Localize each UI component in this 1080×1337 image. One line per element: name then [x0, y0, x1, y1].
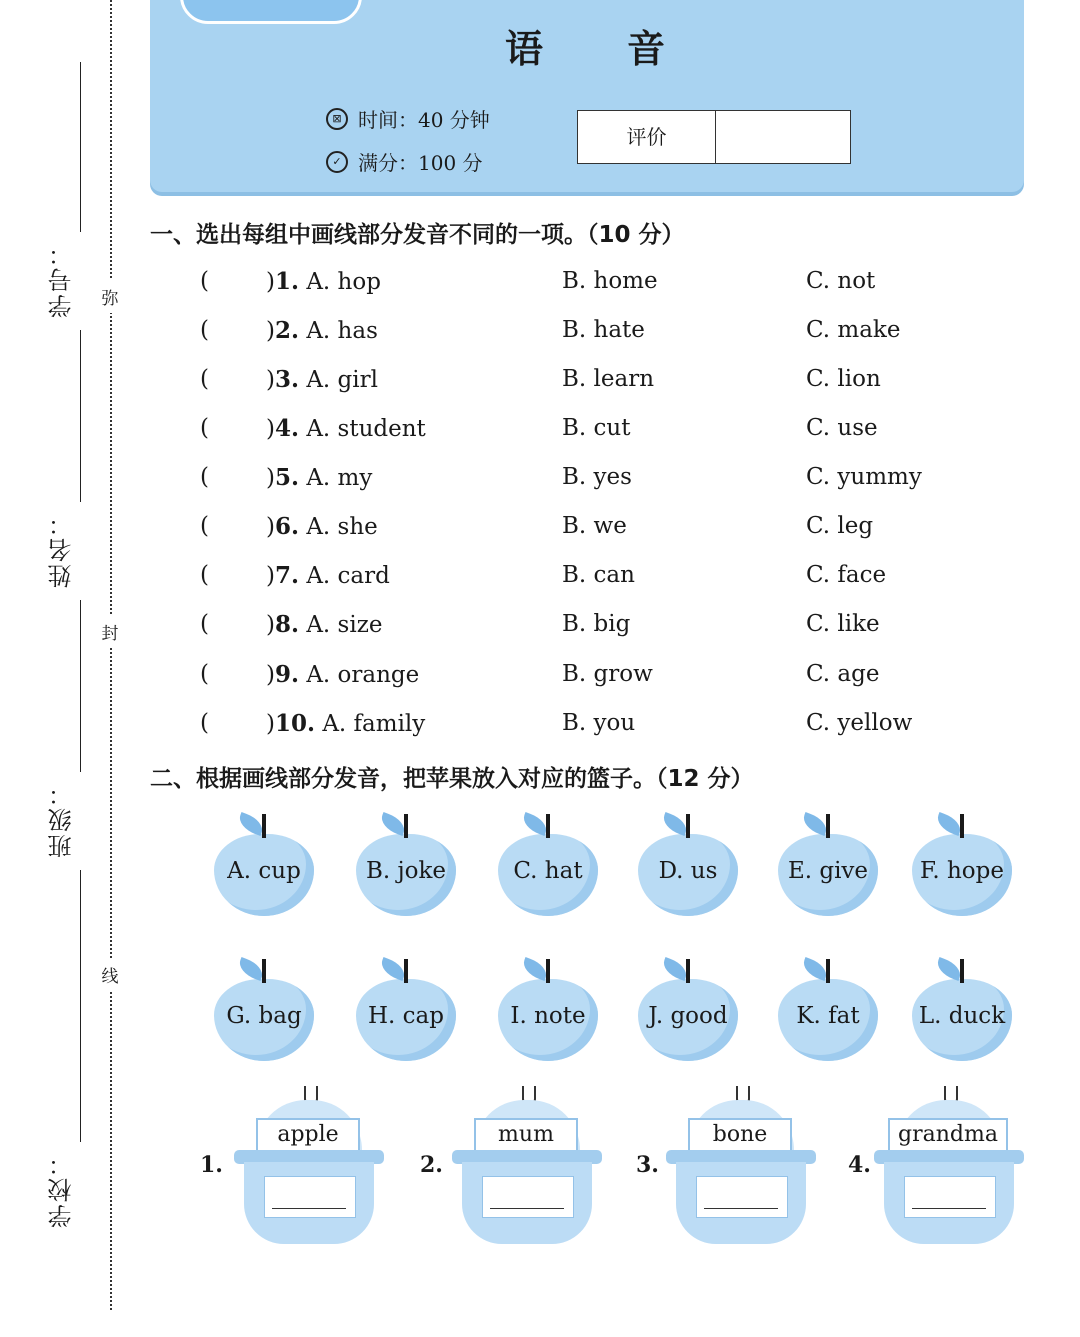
- apple-label: F. hope: [920, 858, 1004, 884]
- question-row: [200, 661, 1020, 697]
- apple-label: A. cup: [227, 858, 301, 884]
- seal-dotted-line: [110, 0, 112, 1310]
- title-char-2: 音: [626, 27, 665, 71]
- basket-number: 1.: [200, 1152, 223, 1178]
- student-id-line: [80, 62, 81, 232]
- option-c: C. yellow: [806, 710, 913, 736]
- apple-label: D. us: [658, 858, 718, 884]
- option-a: A. card: [306, 563, 390, 589]
- answer-paren-close: ): [266, 711, 275, 737]
- answer-paren-open[interactable]: (: [200, 317, 209, 343]
- question-number: 7.: [274, 562, 299, 589]
- clock-icon: ⊠: [326, 108, 348, 130]
- question-number: 1.: [274, 268, 299, 295]
- answer-paren-close: ): [266, 318, 275, 344]
- section-2-title: 二、根据画线部分发音，把苹果放入对应的篮子。（12 分）: [150, 766, 754, 792]
- evaluation-box: [577, 110, 851, 164]
- basket[interactable]: [452, 1086, 602, 1248]
- question-row: [200, 611, 1020, 647]
- seal-char-3: 线: [100, 958, 120, 991]
- option-c: C. lion: [806, 366, 881, 392]
- apple-label: C. hat: [513, 858, 583, 884]
- option-a: A. my: [306, 465, 373, 491]
- evaluation-label: 评价: [578, 111, 716, 163]
- question-number: 8.: [274, 611, 299, 638]
- option-b: B. grow: [562, 661, 653, 687]
- option-c: C. face: [806, 562, 887, 588]
- answer-paren-close: ): [266, 269, 275, 295]
- answer-paren-close: ): [266, 465, 275, 491]
- apple-label: G. bag: [226, 1003, 302, 1029]
- option-b: B. yes: [562, 464, 632, 490]
- answer-paren-open[interactable]: (: [200, 464, 209, 490]
- answer-paren-open[interactable]: (: [200, 366, 209, 392]
- basket-answer-field[interactable]: [696, 1176, 788, 1218]
- score-info: [326, 147, 483, 176]
- basket-answer-field[interactable]: [264, 1176, 356, 1218]
- apple-card[interactable]: [778, 812, 878, 920]
- apple-label: K. fat: [796, 1003, 860, 1029]
- option-b: B. you: [562, 710, 636, 736]
- answer-paren-open[interactable]: (: [200, 710, 209, 736]
- option-b: B. hate: [562, 317, 645, 343]
- basket[interactable]: [234, 1086, 384, 1248]
- apple-label: L. duck: [918, 1003, 1006, 1029]
- basket[interactable]: [666, 1086, 816, 1248]
- basket-word: apple: [256, 1118, 360, 1152]
- question-number: 5.: [274, 464, 299, 491]
- option-b: B. cut: [562, 415, 631, 441]
- basket-answer-field[interactable]: [482, 1176, 574, 1218]
- answer-paren-close: ): [266, 563, 275, 589]
- apple-card[interactable]: [638, 812, 738, 920]
- question-row: [200, 513, 1020, 549]
- question-row: [200, 562, 1020, 598]
- basket-answer-field[interactable]: [904, 1176, 996, 1218]
- header-panel: [150, 0, 1024, 192]
- option-c: C. use: [806, 415, 878, 441]
- option-a: A. orange: [306, 662, 420, 688]
- answer-paren-close: ): [266, 367, 275, 393]
- class-label: 班级：: [48, 780, 76, 858]
- option-a: A. student: [306, 416, 426, 442]
- seal-char-1: 弥: [100, 280, 120, 313]
- answer-paren-open[interactable]: (: [200, 268, 209, 294]
- evaluation-field[interactable]: [716, 111, 850, 163]
- option-b: B. big: [562, 611, 631, 637]
- answer-paren-close: ): [266, 416, 275, 442]
- title-char-1: 语: [505, 27, 544, 71]
- apple-label: E. give: [787, 858, 869, 884]
- name-label: 姓名：: [48, 510, 76, 588]
- apple-label: J. good: [648, 1003, 728, 1029]
- answer-paren-open[interactable]: (: [200, 415, 209, 441]
- check-circle-icon: ✓: [326, 151, 348, 173]
- apple-card[interactable]: [214, 957, 314, 1065]
- option-b: B. home: [562, 268, 658, 294]
- apple-card[interactable]: [638, 957, 738, 1065]
- option-c: C. age: [806, 661, 880, 687]
- name-line: [80, 330, 81, 502]
- school-label: 学校：: [48, 1150, 76, 1228]
- question-row: [200, 268, 1020, 304]
- answer-paren-open[interactable]: (: [200, 513, 209, 539]
- option-a: A. she: [306, 514, 378, 540]
- option-c: C. make: [806, 317, 901, 343]
- question-row: [200, 464, 1020, 500]
- time-info: [326, 104, 490, 133]
- answer-paren-close: ): [266, 662, 275, 688]
- question-number: 3.: [274, 366, 299, 393]
- answer-paren-close: ): [266, 612, 275, 638]
- basket-word: mum: [474, 1118, 578, 1152]
- basket-number: 3.: [636, 1152, 659, 1178]
- apple-card[interactable]: [214, 812, 314, 920]
- answer-paren-open[interactable]: (: [200, 611, 209, 637]
- answer-paren-open[interactable]: (: [200, 562, 209, 588]
- score-label: 满分：100 分: [358, 151, 483, 175]
- apple-card[interactable]: [498, 957, 598, 1065]
- option-c: C. yummy: [806, 464, 922, 490]
- seal-char-2: 封: [100, 615, 120, 648]
- apple-card[interactable]: [356, 812, 456, 920]
- apple-card[interactable]: [912, 957, 1012, 1065]
- class-line: [80, 600, 81, 772]
- option-a: A. has: [306, 318, 378, 344]
- school-line: [80, 870, 81, 1142]
- answer-paren-open[interactable]: (: [200, 661, 209, 687]
- option-a: A. hop: [306, 269, 381, 295]
- answer-paren-close: ): [266, 514, 275, 540]
- unit-badge: [180, 0, 362, 24]
- question-row: [200, 366, 1020, 402]
- option-a: A. size: [306, 612, 383, 638]
- basket-number: 4.: [848, 1152, 871, 1178]
- option-c: C. like: [806, 611, 880, 637]
- student-id-label: 学号：: [48, 240, 76, 318]
- option-b: B. can: [562, 562, 635, 588]
- question-row: [200, 415, 1020, 451]
- option-c: C. leg: [806, 513, 874, 539]
- apple-card[interactable]: [778, 957, 878, 1065]
- option-a: A. family: [322, 711, 426, 737]
- option-b: B. we: [562, 513, 627, 539]
- question-row: [200, 710, 1020, 746]
- apple-card[interactable]: [498, 812, 598, 920]
- question-number: 2.: [274, 317, 299, 344]
- option-c: C. not: [806, 268, 876, 294]
- apple-card[interactable]: [356, 957, 456, 1065]
- question-row: [200, 317, 1020, 353]
- question-number: 9.: [274, 661, 299, 688]
- basket-word: grandma: [888, 1118, 1008, 1152]
- basket-number: 2.: [420, 1152, 443, 1178]
- apple-label: B. joke: [365, 858, 447, 884]
- basket-word: bone: [688, 1118, 792, 1152]
- question-number: 4.: [274, 415, 299, 442]
- question-number: 6.: [274, 513, 299, 540]
- time-label: 时间：40 分钟: [358, 108, 490, 132]
- apple-label: H. cap: [368, 1003, 444, 1029]
- question-number: 10.: [274, 710, 315, 737]
- section-1-title: 一、选出每组中画线部分发音不同的一项。（10 分）: [150, 222, 685, 248]
- apple-label: I. note: [510, 1003, 586, 1029]
- apple-card[interactable]: [912, 812, 1012, 920]
- option-a: A. girl: [306, 367, 378, 393]
- basket[interactable]: [874, 1086, 1024, 1248]
- page-title: [505, 18, 665, 73]
- option-b: B. learn: [562, 366, 655, 392]
